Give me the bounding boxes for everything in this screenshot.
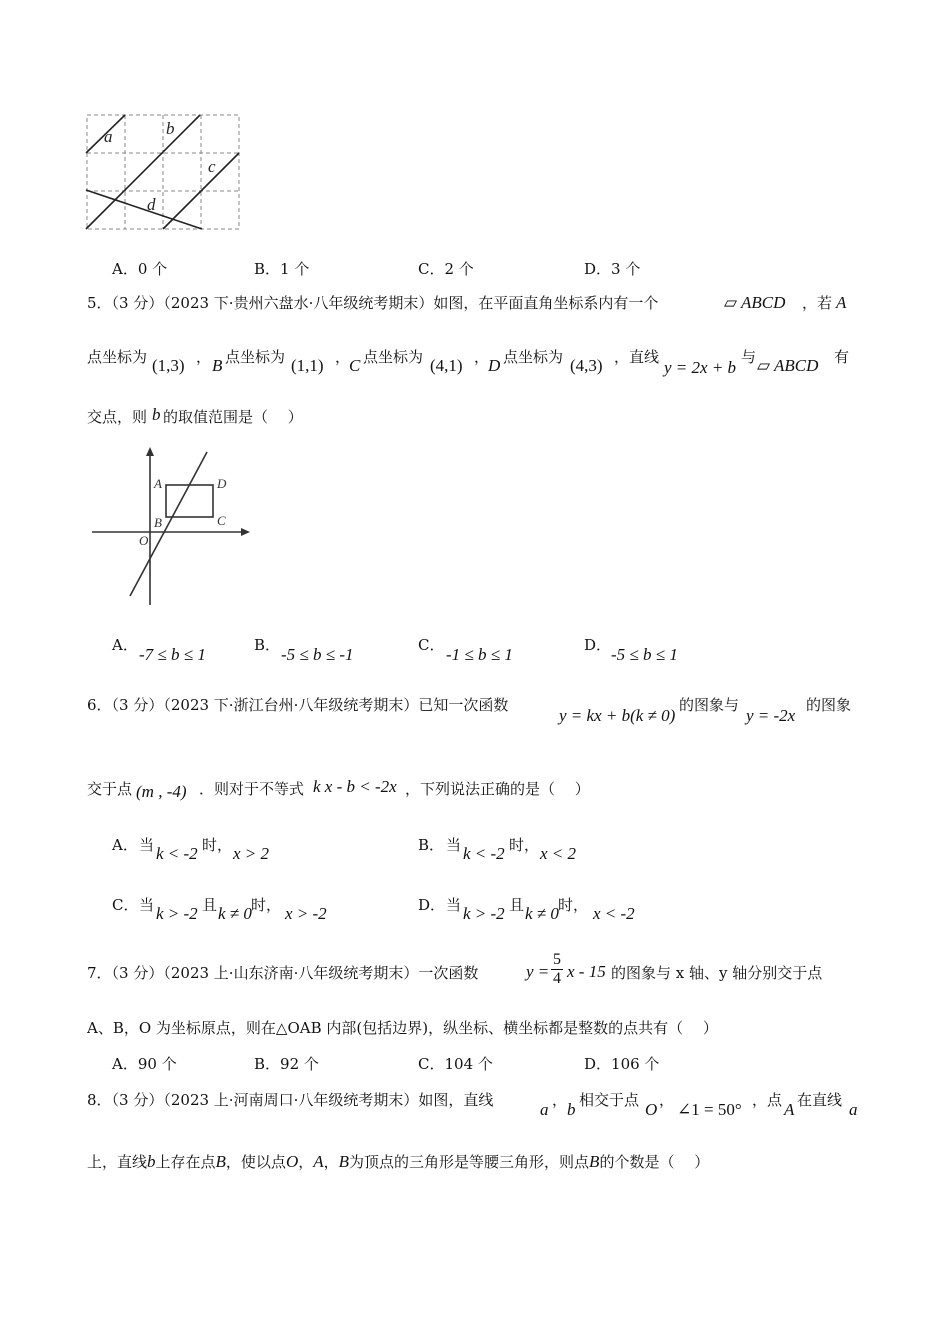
q8-l2-9: B [338,1152,350,1171]
q6-option-b-cond[interactable]: k < -2 [463,844,505,863]
q5-comma-2: ， [335,348,351,366]
q6-option-d-dang[interactable]: 当 [446,896,462,914]
q5-option-c-expr[interactable]: -1 ≤ b ≤ 1 [446,645,513,664]
fig-label-a: A [154,476,162,491]
q6-option-c-res[interactable]: x > -2 [285,904,327,923]
q6-option-c-qie[interactable]: 且 [202,896,218,914]
q4-option-a[interactable]: A．0 个 [112,260,168,278]
q6-option-d-res[interactable]: x < -2 [593,904,635,923]
q4-option-c[interactable]: C．2 个 [418,260,474,278]
label-b: b [166,119,175,138]
q7-line2: A、B，O 为坐标原点，则在△OAB 内部(包括边界)，纵坐标、横坐标都是整数的点共有（ ） [87,1019,718,1037]
q6-option-a-res[interactable]: x > 2 [233,844,270,863]
q5-line3-post: 的取值范围是（ ） [163,408,303,426]
q5-stem: 5．（3 分）（2023 下·贵州六盘水·八年级统考期末）如图，在平面直角坐标系内有一个 [87,294,659,312]
q8-dian: ，点 [752,1091,783,1109]
q4-option-d[interactable]: D．3 个 [584,260,641,278]
q5-comma-1: ， [196,348,212,366]
q6-option-d-shi[interactable]: 时， [558,896,589,914]
label-d: d [147,195,156,214]
q8-angle: ∠1 = 50° [677,1100,742,1119]
q5-point-a: A [836,293,847,312]
q8-l2-4: ，使以点 [225,1153,286,1171]
q5-shape-2: ▱ ABCD [757,356,819,375]
q8-l2-11: B [589,1152,600,1171]
q8-comma-1: ， [552,1091,568,1109]
q5-b-coord: (1,1) [291,356,324,375]
q5-point-b: B [212,356,223,375]
q5-line-text: ，直线 [614,348,660,366]
q8-l2-8: ， [323,1153,339,1171]
q6-option-a-dang[interactable]: 当 [139,836,155,854]
fig-label-b: B [154,515,162,530]
x-axis-arrow [241,528,250,536]
fig-label-c: C [217,513,226,528]
q7-fraction [551,951,563,988]
q7-stem: 7．（3 分）（2023 上·山东济南·八年级统考期末）一次函数 [87,964,479,982]
q6-inequality: k x - b < -2x [313,777,397,796]
q8-l2-10: 为顶点的三角形是等腰三角形，则点 [349,1153,590,1171]
q5-yu: 与 [741,348,757,366]
q6-mid: 的图象与 [679,696,740,714]
q8-line-b: b [567,1100,576,1119]
q7-rest: x - 15 [567,962,606,981]
fig-label-o: O [139,533,149,548]
q8-l2-2: 上存在点 [155,1153,216,1171]
q8-point-a: A [784,1100,795,1119]
fig-label-d: D [217,476,227,491]
q8-line-a: a [540,1100,549,1119]
q8-l2-7: A [313,1152,324,1171]
q7-y-eq: y = [526,962,550,981]
q5-option-b-letter[interactable]: B． [254,636,281,654]
q5-b-var: b [152,405,161,424]
q7-option-d[interactable]: D．106 个 [584,1055,660,1073]
q8-l2-12: 的个数是（ ） [599,1153,710,1171]
q8-point-o: O [645,1100,658,1119]
q6-option-c-cond2[interactable]: k ≠ 0 [218,904,252,923]
q8-l2-0: 上，直线 [87,1153,148,1171]
q5-line2-pre: 点坐标为 [87,348,148,366]
q6-option-b-shi[interactable]: 时， [509,836,540,854]
q6-end: 的图象 [806,696,852,714]
q6-point: (m , -4) [136,782,187,801]
q6-option-b-dang[interactable]: 当 [446,836,462,854]
q5-comma-3: ， [474,348,490,366]
q5-you: 有 [834,348,850,366]
q5-option-b-expr[interactable]: -5 ≤ b ≤ -1 [281,645,354,664]
q5-line-eq: y = 2x + b [664,358,737,377]
q8-comma-2: ， [659,1091,675,1109]
q8-l2-5: O [285,1152,299,1171]
q7-option-b[interactable]: B．92 个 [254,1055,319,1073]
q6-option-c-dang[interactable]: 当 [139,896,155,914]
q5-point-c: C [349,356,361,375]
q8-line2 [87,1151,709,1172]
q5-shape: ▱ ABCD [724,293,786,312]
q6-option-d-cond2[interactable]: k ≠ 0 [525,904,559,923]
q6-f1: y = kx + b(k ≠ 0) [559,706,676,725]
q6-line2-post: ，下列说法正确的是（ ） [405,780,590,798]
q5-c-coord: (4,1) [430,356,463,375]
q5-option-d-expr[interactable]: -5 ≤ b ≤ 1 [611,645,678,664]
q7-post: 的图象与 x 轴、y 轴分别交于点 [611,964,823,982]
q6-line2-pre: 交于点 [87,780,133,798]
q5-option-a-expr[interactable]: -7 ≤ b ≤ 1 [139,645,206,664]
q5-d-coord: (4,3) [570,356,603,375]
label-c: c [208,157,216,176]
q6-option-b-letter[interactable]: B． [418,836,445,854]
q8-l2-1: b [147,1152,156,1171]
q5-point-d: D [488,356,501,375]
q8-xj: 相交于点 [579,1091,640,1109]
q6-option-c-cond[interactable]: k > -2 [156,904,198,923]
q6-option-a-cond[interactable]: k < -2 [156,844,198,863]
q6-stem: 6．（3 分）（2023 下·浙江台州·八年级统考期末）已知一次函数 [87,696,509,714]
q6-option-a-letter[interactable]: A． [112,836,138,854]
y-axis-arrow [146,447,154,456]
q4-option-b[interactable]: B．1 个 [254,260,310,278]
q6-option-d-qie[interactable]: 且 [509,896,525,914]
parallelogram-abcd [166,485,213,517]
q6-option-b-res[interactable]: x < 2 [540,844,577,863]
q8-l2-3: B [215,1152,226,1171]
q8-l2-6: ， [298,1153,314,1171]
q7-option-c[interactable]: C．104 个 [418,1055,493,1073]
q5-b-text: 点坐标为 [225,348,286,366]
q6-option-a-shi[interactable]: 时， [202,836,233,854]
q6-f2: y = -2x [746,706,796,725]
q8-stem: 8．（3 分）（2023 上·河南周口·八年级统考期末）如图，直线 [87,1091,494,1109]
q6-option-d-letter[interactable]: D． [418,896,446,914]
q5-line3-pre: 交点，则 [87,408,148,426]
q7-frac-den: 4 [553,970,561,987]
q5-figure [90,444,255,609]
q5-c-text: 点坐标为 [363,348,424,366]
q5-option-a-letter[interactable]: A． [112,636,138,654]
q5-a-coord: (1,3) [152,356,185,375]
q6-option-c-letter[interactable]: C． [112,896,139,914]
q5-ruo: ，若 [802,294,833,312]
q6-option-c-shi[interactable]: 时， [251,896,282,914]
q6-line2-mid: ．则对于不等式 [199,780,305,798]
line-y-2x-b [130,452,207,596]
q5-option-d-letter[interactable]: D． [584,636,612,654]
q4-figure [86,114,242,232]
label-a: a [104,127,113,146]
q6-option-d-cond[interactable]: k > -2 [463,904,505,923]
q8-line-a-2: a [849,1100,858,1119]
line-d [86,190,202,229]
q8-zai: 在直线 [797,1091,843,1109]
q5-d-text: 点坐标为 [503,348,564,366]
q5-option-c-letter[interactable]: C． [418,636,445,654]
q7-option-a[interactable]: A．90 个 [112,1055,177,1073]
q7-frac-num: 5 [553,951,561,968]
